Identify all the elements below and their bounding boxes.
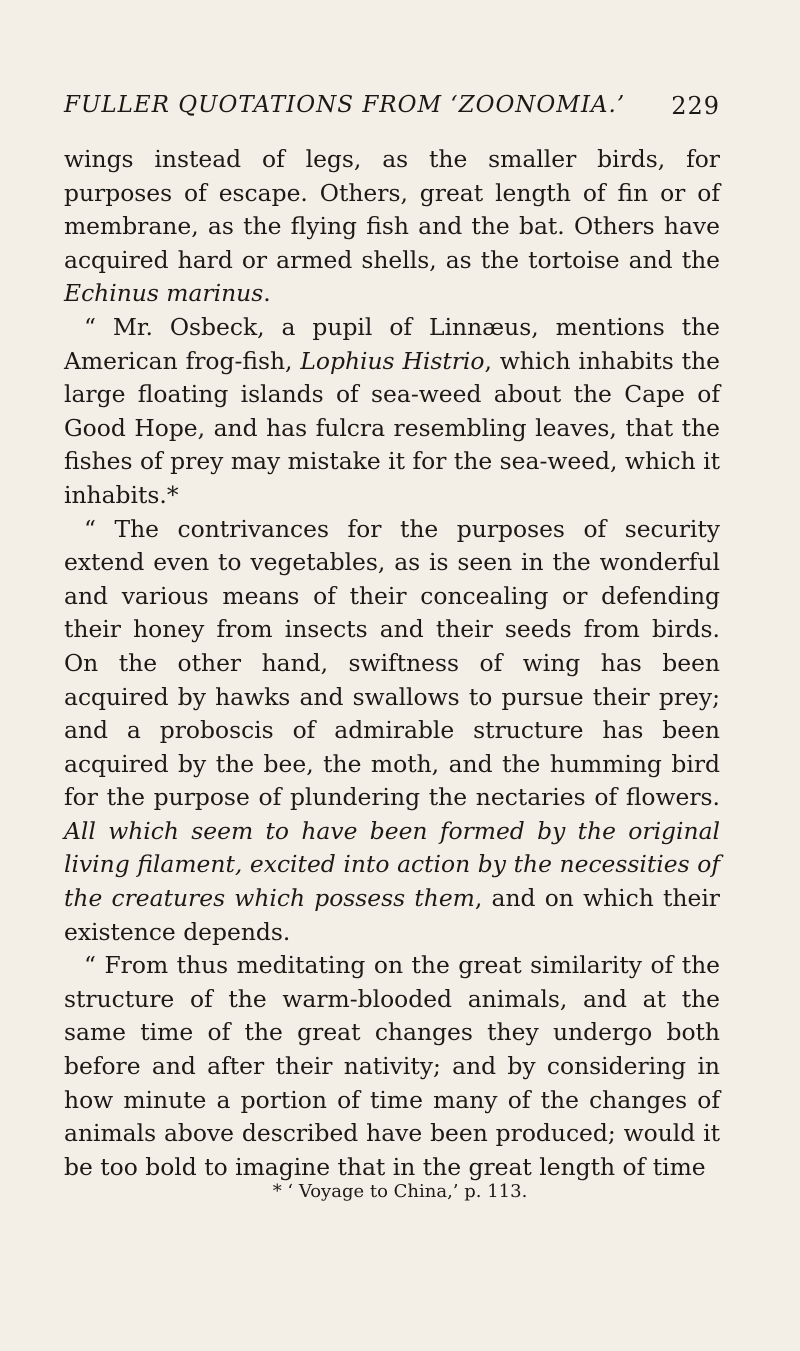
page-number: 229 <box>671 92 720 120</box>
paragraph-1-italic: Echinus marinus <box>64 279 264 308</box>
body-text <box>64 143 720 1184</box>
paragraph-1 <box>64 143 720 311</box>
paragraph-2 <box>64 311 720 513</box>
running-title: FULLER QUOTATIONS FROM ‘ZOONOMIA.’ <box>64 92 626 118</box>
paragraph-4 <box>64 949 720 1184</box>
paragraph-1-text: wings instead of legs, as the smaller birds, for purposes of escape. Others, great length of fin or of membrane, as the flying fish and the bat. Others have acquired hard or armed shells, as the tortoise and the <box>64 145 720 274</box>
paragraph-3-text-a: “ The contrivances for the purposes of security extend even to vegetables, as is seen in the wonderful and various means of their concealing or defending their honey from insects and their seeds from birds. On the other hand, swiftness of wing has been acquired by hawks and swallows to pursue their prey; and a proboscis of admirable structure has been acquired by the bee, the moth, and the humming bird for the purpose of plundering the nectaries of flowers. <box>64 514 720 812</box>
paragraph-3-text-b: , and on which their existence depends. <box>64 884 720 946</box>
paragraph-3 <box>64 513 720 950</box>
paragraph-2-text-b: , which inhabits the large floating islands of sea-weed about the Cape of Good Hope, and has fulcra resembling leaves, that the fishes of prey may mistake it for the sea-weed, which it inhabits.* <box>64 346 720 509</box>
paragraph-2-text-a: “ Mr. Osbeck, a pupil of Linnæus, mentions the American frog-fish, <box>64 312 720 375</box>
paragraph-4-text: “ From thus meditating on the great similarity of the structure of the warm-blooded animals, and at the same time of the great changes they undergo both before and after their nativity; and by considering in how minute a portion of time many of the changes of animals above described have been produced; would it be too bold to imagine that in the great length of time <box>64 951 720 1181</box>
footnote: * ‘ Voyage to China,’ p. 113. <box>272 1181 528 1202</box>
paragraph-1-end: . <box>263 279 271 308</box>
paragraph-2-italic: Lophius Histrio <box>300 346 485 375</box>
paragraph-3-italic: All which seem to have been formed by the original living filament, excited into action by the necessities of the creatures which possess them <box>64 816 720 913</box>
running-header <box>64 92 720 118</box>
